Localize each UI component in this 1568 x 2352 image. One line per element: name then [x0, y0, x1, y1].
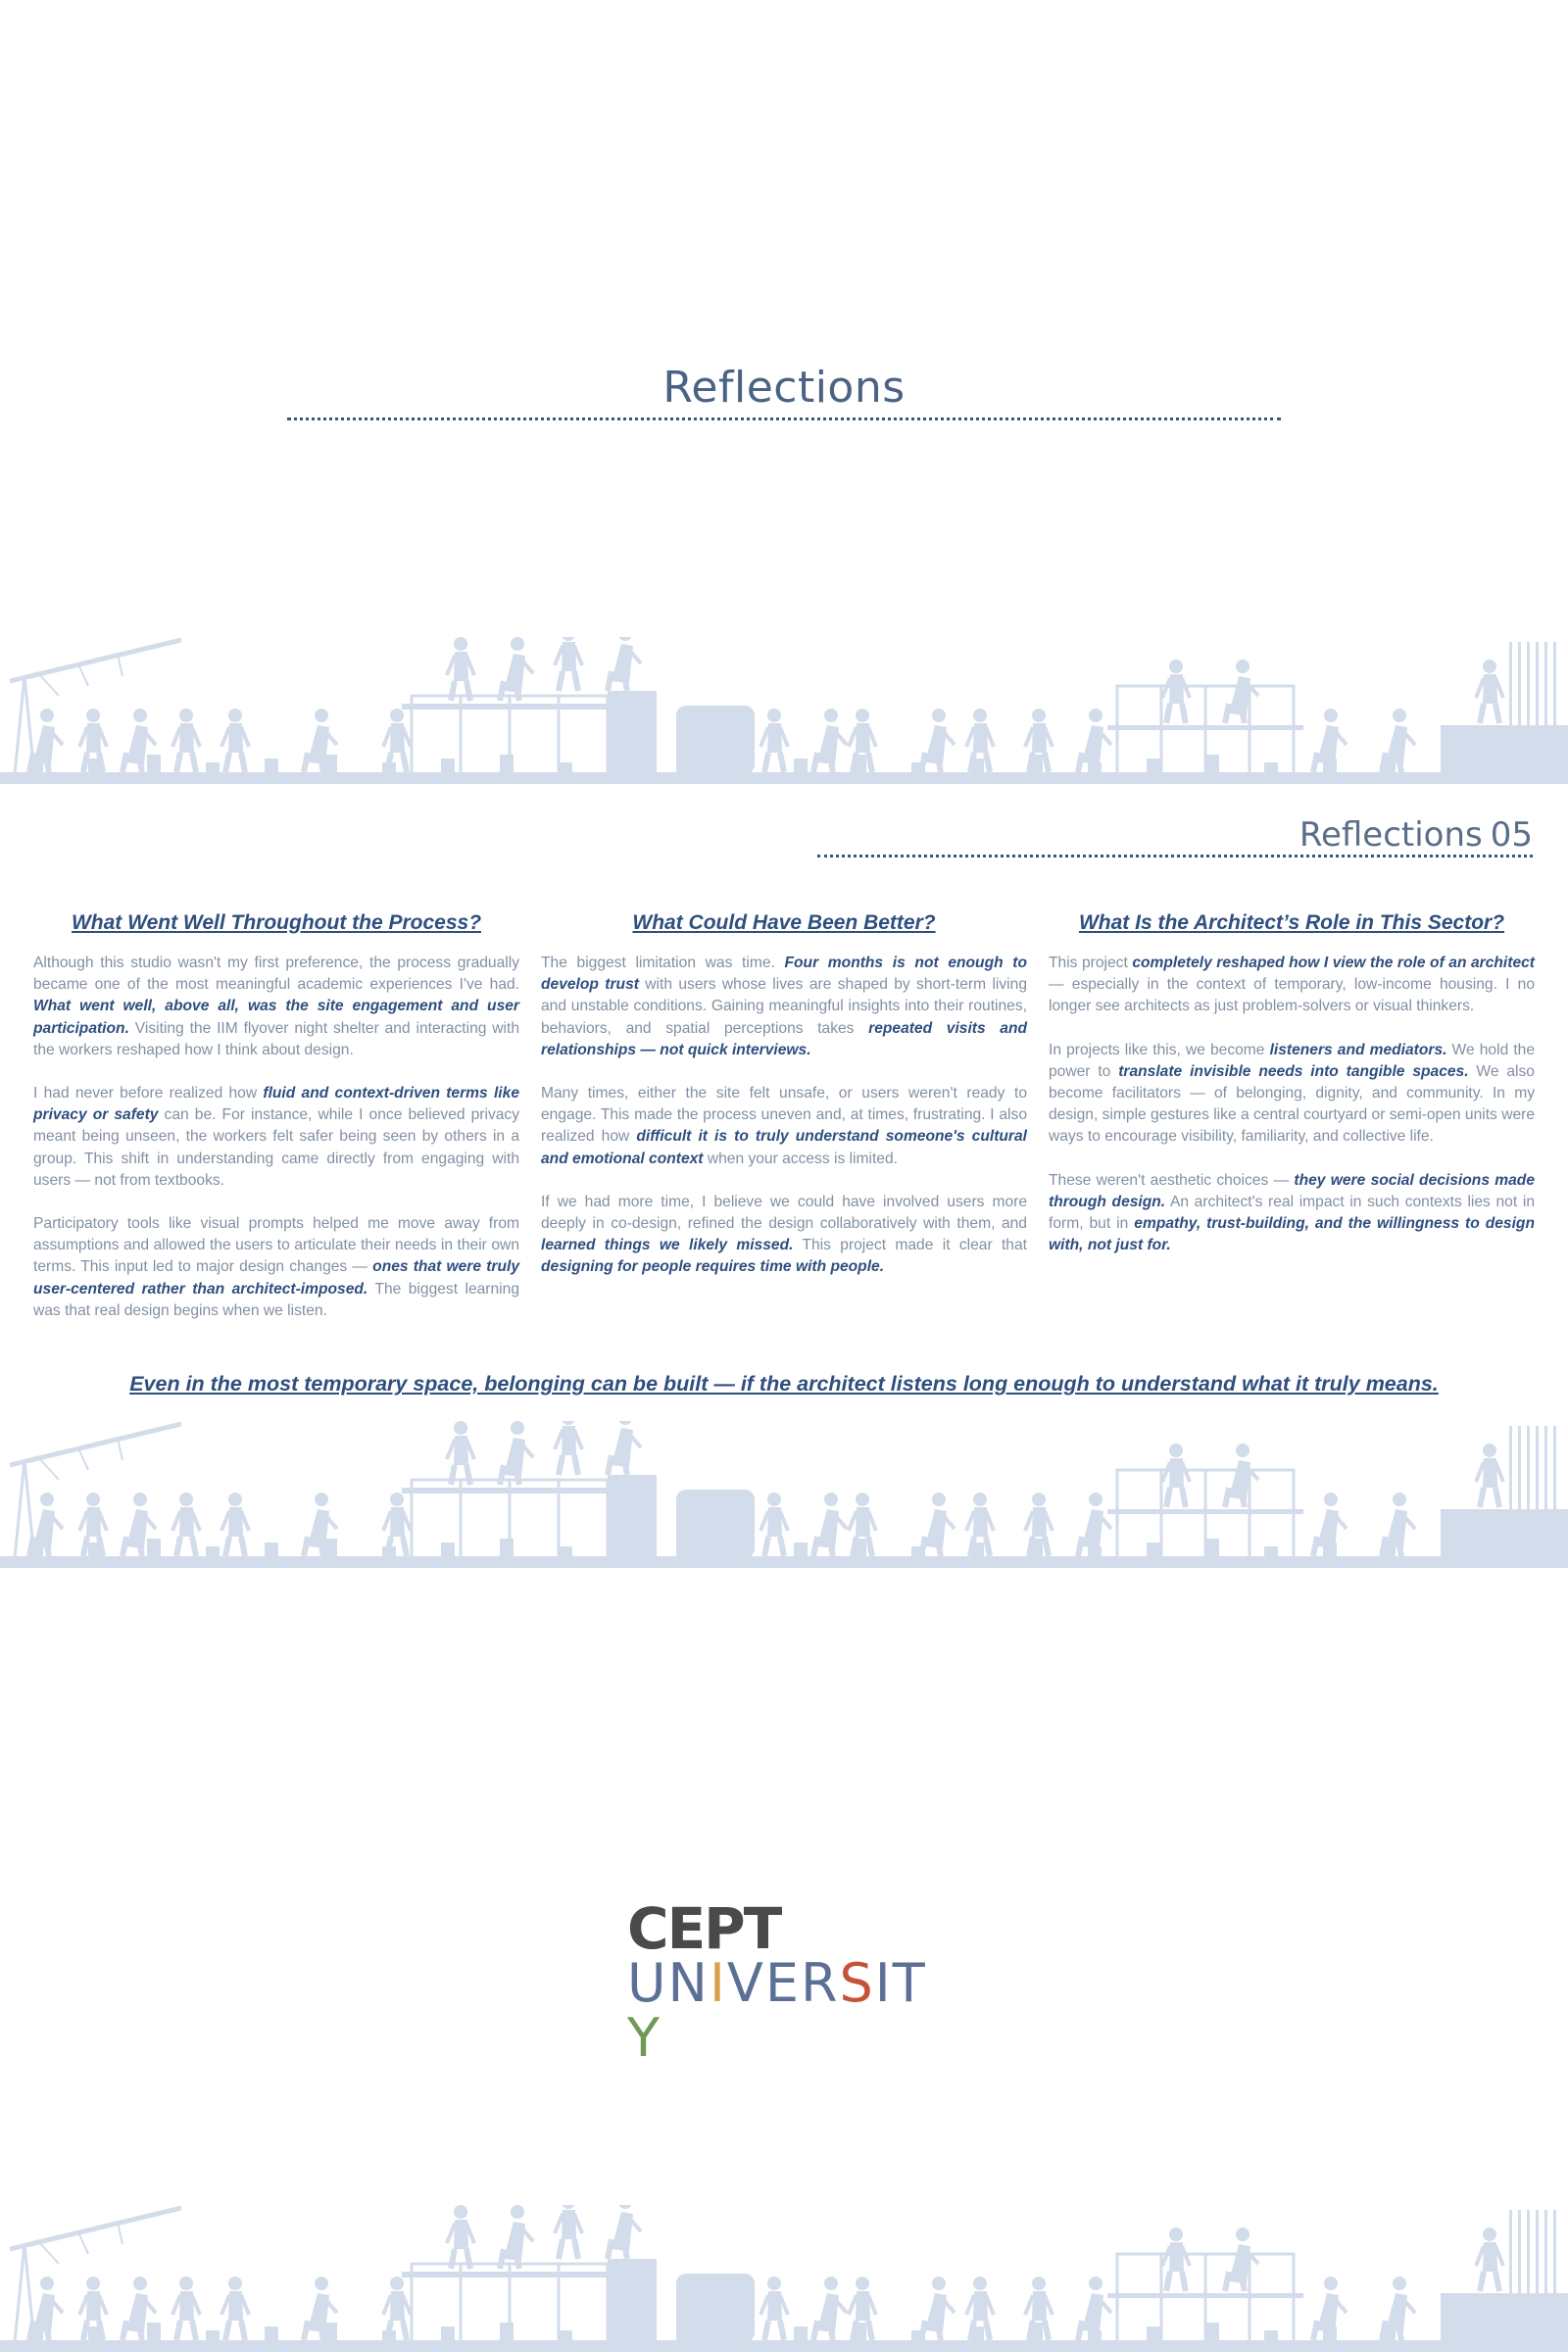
column-paragraph	[1049, 1170, 1535, 1257]
column-paragraph	[33, 1213, 519, 1322]
body-text: The biggest limitation was time.	[541, 955, 785, 971]
logo-letter: N	[667, 1952, 710, 2014]
body-text: We also become facilitators — of belonging, dignity, and community. In my design, simple gestures like a central courtyard or semi-open units were ways to encourage visibility, familiarity, and collective life.	[1049, 1062, 1535, 1146]
logo-letter: T	[892, 1952, 927, 2014]
body-text: I had never before realized how	[33, 1085, 264, 1102]
body-text: An architect's real impact in such contexts lies not in form, but in	[1049, 1193, 1535, 1233]
body-text: can be. For instance, while I once believed privacy meant being unseen, the workers felt safer being seen by others in a group. This shift in understanding came directly from engaging with users — not from textbooks.	[33, 1106, 520, 1189]
logo-line-cept: CEPT	[627, 1895, 781, 1962]
emphasis-text: listeners and mediators.	[1269, 1041, 1447, 1058]
body-text: In projects like this, we become	[1049, 1041, 1270, 1058]
emphasis-text: fluid and context-driven terms like privacy or safety	[33, 1085, 519, 1124]
column-body	[33, 953, 519, 1322]
section-number: 05	[1490, 815, 1533, 855]
body-text: Participatory tools like visual prompts helped me move away from assumptions and allowed the users to articulate their needs in their own terms. This input led to major design changes —	[33, 1215, 519, 1276]
emphasis-text: completely reshaped how I view the role of an architect	[1132, 955, 1535, 971]
column-paragraph	[33, 1083, 519, 1192]
construction-workers-silhouette	[0, 2205, 1568, 2352]
body-text: These weren't aesthetic choices —	[1049, 1171, 1295, 1189]
body-text: Visiting the IIM flyover night shelter and interacting with the workers reshaped how I think about design.	[33, 1019, 519, 1058]
construction-silhouette-band-top	[0, 637, 1568, 784]
column-what-went-well	[33, 911, 519, 1344]
emphasis-text: they were social decisions made through design.	[1049, 1171, 1536, 1210]
column-paragraph	[541, 1192, 1027, 1279]
logo-letter: I	[874, 1952, 893, 2014]
body-text: Although this studio wasn't my first preference, the process gradually became one of the most meaningful academic experiences I've had.	[33, 955, 519, 994]
logo-letter: S	[839, 1952, 875, 2014]
emphasis-text: learned things we likely missed.	[541, 1237, 794, 1254]
column-body	[1049, 953, 1535, 1256]
emphasis-text: difficult it is to truly understand someone's cultural and emotional context	[541, 1128, 1027, 1167]
closing-quote: Even in the most temporary space, belonging can be built — if the architect listens long enough to understand what it truly means.	[129, 1372, 1439, 1396]
column-paragraph	[541, 953, 1027, 1061]
emphasis-text: Four months is not enough to develop trust	[541, 955, 1027, 994]
column-heading: What Could Have Been Better?	[632, 911, 936, 934]
construction-workers-silhouette	[0, 1421, 1568, 1568]
body-text: The biggest learning was that real design begins when we listen.	[33, 1280, 519, 1319]
cept-university-logo	[627, 1895, 941, 2069]
emphasis-text: What went well, above all, was the site engagement and user participation.	[33, 998, 519, 1037]
page-title-block	[0, 363, 1568, 413]
construction-workers-silhouette	[0, 637, 1568, 784]
body-text: This project	[1049, 955, 1133, 971]
logo-letter: E	[764, 1952, 801, 2014]
logo-letter: R	[800, 1952, 840, 2014]
column-paragraph	[541, 1083, 1027, 1170]
body-text: This project made it clear that	[793, 1237, 1027, 1254]
logo-letter: I	[709, 1952, 727, 2014]
title-dotted-rule	[287, 417, 1281, 420]
column-heading: What Is the Architect’s Role in This Sector?	[1078, 911, 1505, 934]
column-paragraph	[1049, 953, 1535, 1018]
construction-silhouette-band-bottom	[0, 2205, 1568, 2352]
body-text: — especially in the context of temporary, low-income housing. I no longer see architects as just problem-solvers or visual thinkers.	[1049, 976, 1535, 1015]
body-text: when your access is limited.	[703, 1150, 898, 1167]
column-paragraph	[1049, 1040, 1535, 1149]
column-heading: What Went Well Throughout the Process?	[71, 911, 482, 934]
construction-silhouette-band-middle	[0, 1421, 1568, 1568]
emphasis-text: translate invisible needs into tangible spaces.	[1118, 1062, 1469, 1080]
emphasis-text: empathy, trust-building, and the willingness to design with, not just for.	[1049, 1215, 1535, 1254]
section-dotted-rule	[817, 855, 1533, 858]
logo-letter: U	[627, 1952, 668, 2014]
body-text: If we had more time, I believe we could have involved users more deeply in co-design, refined the design collaboratively with them, and	[541, 1193, 1027, 1233]
section-label: Reflections	[1298, 815, 1483, 855]
logo-line-university	[627, 1952, 941, 2069]
logo-letter: Y	[627, 2007, 662, 2069]
body-text: with users whose lives are shaped by short-term living and unstable conditions. Gaining meaningful insights into their routines, behaviors, and spatial perceptions takes	[541, 976, 1027, 1037]
emphasis-text: ones that were truly user-centered rather than architect-imposed.	[33, 1258, 520, 1298]
section-header	[1299, 815, 1533, 855]
page-title: Reflections	[662, 363, 906, 413]
emphasis-text: designing for people requires time with people.	[541, 1258, 885, 1276]
logo-letter: V	[726, 1952, 765, 2014]
body-text: We hold the power to	[1049, 1041, 1536, 1080]
column-architect-role	[1049, 911, 1535, 1278]
column-could-be-better	[541, 911, 1027, 1300]
column-paragraph	[33, 953, 519, 1061]
emphasis-text: repeated visits and relationships — not quick interviews.	[541, 1019, 1028, 1058]
body-text: Many times, either the site felt unsafe, or users weren't ready to engage. This made the process uneven and, at times, frustrating. I also realized how	[541, 1085, 1027, 1146]
column-body	[541, 953, 1027, 1279]
